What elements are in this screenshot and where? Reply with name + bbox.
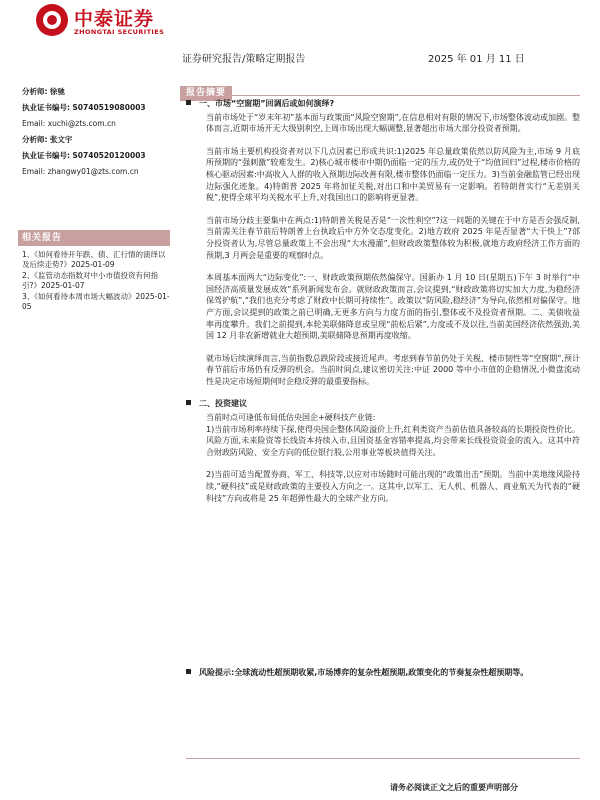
logo-english-name: ZHONGTAI SECURITIES: [74, 28, 165, 36]
analyst-email-row: [22, 166, 172, 177]
paragraph: 本周基本面两大“边际变化”:一、财政政策预期依然偏保守。国新办 1 月 10 日(星期五)下午 3 时举行“中国经济高质量发展成效”系列新闻发布会。就财政政策而言,会议提到,“财政政策将切实加大力度,为稳经济保驾护航”,“我们也充分考虑了财政中长期可持续性”。政策以“防风险,稳经济”为导向,依然相对偏保守。地产方面,会议提到的政策之前已明确,无更多方向与力度方面的指引,整体或不及投资者预期。二、美债收益率再度攀升。我们之前提到,本轮美联储降息或呈现“前松后紧”,力度或不及以往,当前美国经济依然强劲,美国 12 月非农新增就业大超预期,美联储降息预期再度收缩。: [206, 273, 580, 341]
footer-divider: [186, 758, 580, 759]
logo-emblem-icon: [36, 4, 68, 36]
analyst-email-label: Email:: [22, 167, 46, 176]
related-report-link[interactable]: 3、《如何看待本周市场大幅波动》2025-01-05: [22, 292, 170, 311]
analyst-2: [22, 134, 172, 177]
analyst-name: 徐驰: [49, 87, 65, 96]
analyst-cert: S0740519080003: [72, 103, 146, 112]
related-reports-heading: 相关报告: [18, 230, 170, 246]
square-bullet-icon: [186, 400, 191, 405]
risk-warning: [186, 667, 580, 679]
analyst-email-row: [22, 118, 172, 129]
paragraph: 就市场后续演绎而言,当前指数总跌阶段或接近尾声。考虑到春节前仍处于关税、楼市韧性等“空窗期”,预计春节前后市场仍有反弹的机会。当前时间点,建议密切关注:中证 2000 等中小市值的企稳情况,小微盘流动性是决定市场短期何时企稳反弹的最重要指标。: [206, 353, 580, 386]
company-logo: [36, 4, 168, 40]
related-reports-list: [22, 250, 172, 313]
analyst-name-label: 分析师:: [22, 87, 48, 96]
analyst-info: [22, 86, 172, 182]
analyst-email-label: Email:: [22, 119, 46, 128]
paragraph: 当前市场分歧主要集中在两点:1)特朗普关税是否是“一次性利空”?这一问题的关键在于中方是否会强反制,当前需关注春节前后特朗普上台执政后中方外交态度变化。2)地方政府 2025 年是否显著“大干快上”?部分投资者认为,尽管总量政策上不会出现“大水漫灌”,但财政政策整体较为积极,就地方政府经济工作方面的预期,3 月两会是重要的观察时点。: [206, 215, 580, 260]
risk-text: 全球流动性超预期收紧,市场博弈的复杂性超预期,政策变化的节奏复杂性超预期等。: [234, 668, 529, 677]
summary-body: [186, 98, 580, 515]
summary-heading-bar: [180, 80, 580, 96]
section-2-title: [186, 398, 580, 410]
paragraph: 1)当前市场利率持续下探,使得央国企整体风险溢价上升,红利类资产当前估值具备较高的长期投资性价比。风险方面,未来险资等长线资本持续入市,且国资基金容错率提高,均会带来长线投资资金的流入。这其中符合财政防风险、安全方向的低位银行股,公用事业等板块值得关注。: [206, 424, 580, 457]
report-type: 证券研究报告/策略定期报告: [182, 54, 306, 65]
analyst-cert-row: [22, 102, 172, 113]
analyst-email[interactable]: zhangwy01@zts.com.cn: [47, 167, 139, 176]
logo-chinese-name: 中泰证券: [74, 8, 155, 30]
paragraph: 当前市场处于“岁末年初”基本面与政策面“风险空窗期”,在信息相对有限的情况下,市场整体波动或加剧。整体而言,近期市场开无大级别利空,上周市场出现大幅调整,显著超出市场大部分投资者预期。: [206, 112, 580, 134]
paragraph: 2)当前可适当配置券商、军工、科技等,以应对市场随时可能出现的“政策出击”预期。当前中美地缘风险持续,“硬科技”或是财政政策的主要投入方向之一。这其中,以军工、无人机、机器人、商业航天为代表的“硬科技”方向或将是 25 年超弹性最大的全球产业方向。: [206, 470, 580, 503]
analyst-email[interactable]: xuchi@zts.com.cn: [47, 119, 116, 128]
analyst-1: [22, 86, 172, 129]
section-1-title: [186, 98, 580, 110]
analyst-cert-label: 执业证书编号:: [22, 103, 70, 112]
report-date: 2025 年 01 月 11 日: [428, 54, 525, 65]
square-bullet-icon: [186, 100, 191, 105]
section-1-title-text: 一、市场“空窗期”回调后或如何演绎?: [199, 99, 335, 108]
risk-label: 风险提示:: [199, 668, 235, 677]
analyst-name-label: 分析师:: [22, 135, 48, 144]
analyst-cert-label: 执业证书编号:: [22, 151, 70, 160]
footer-disclaimer: 请务必阅读正文之后的重要声明部分: [390, 783, 518, 792]
related-report-link[interactable]: 2、《监管动态指数对中小市值投资有何指引?》2025-01-07: [22, 271, 159, 290]
paragraph: 当前市场主要机构投资者对以下几点因素已形成共识:1)2025 年总量政策依然以防风险为主,市场 9 月底所预期的“强刺激”较难发生。2)核心城市楼市中期仍面临一定的压力,或仍处于“均值回归”过程,楼市价格的核心驱动因素:中高收入人群的收入预期边际改善有限,楼市整体仍面临一定压力。3)当前金融监管已经出现边际强化迹象。4)特朗普 2025 年将加征关税,对出口和中美贸易有一定影响。若特朗普实行“无差别关税”,使得全球平均关税水平上升,对我国出口的影响将更显著。: [206, 146, 580, 203]
analyst-cert: S0740520120003: [72, 151, 146, 160]
analyst-name-row: [22, 134, 172, 145]
square-bullet-icon: [186, 669, 191, 674]
paragraph-lead: 当前时点可逢低布局低估央国企+硬科技产业链:: [206, 413, 376, 423]
analyst-cert-row: [22, 150, 172, 161]
summary-heading: 报告摘要: [180, 86, 232, 101]
analyst-name-row: [22, 86, 172, 97]
related-report-link[interactable]: 1、《如何看待开年跌、债、汇行情的演绎以及后续走势?》2025-01-09: [22, 250, 166, 269]
analyst-name: 张文宇: [49, 135, 73, 144]
section-2-title-text: 二、投资建议: [199, 399, 247, 409]
